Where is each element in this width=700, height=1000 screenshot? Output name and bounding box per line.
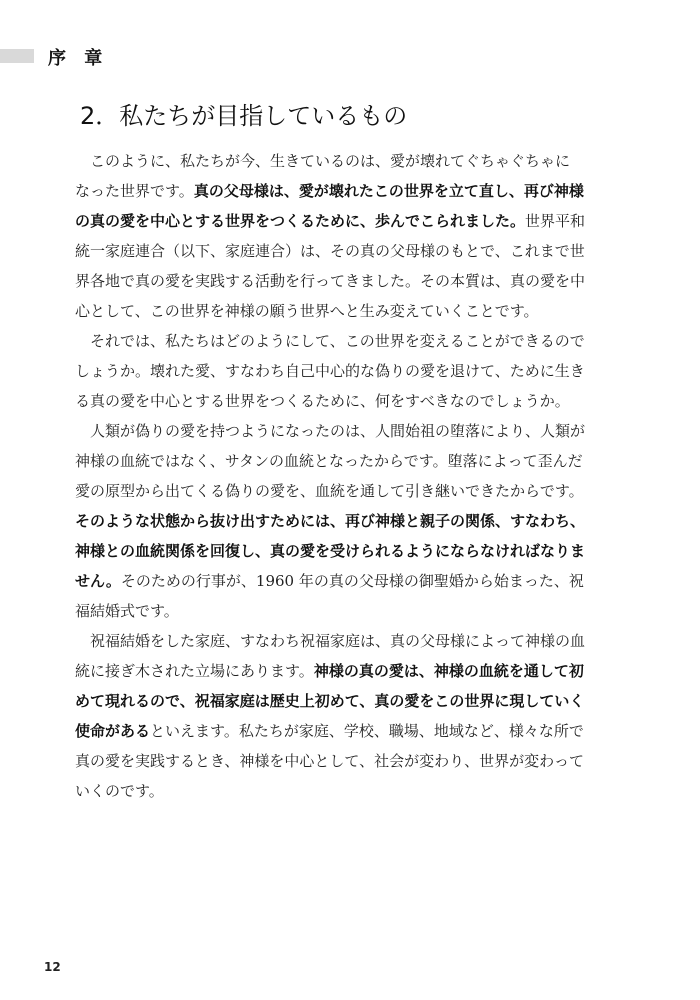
- text-segment: といえます。私たちが家庭、学校、職場、地域など、様々な所で: [150, 722, 584, 740]
- text-line: [75, 236, 621, 266]
- text-line: [75, 206, 621, 236]
- text-line: [75, 326, 621, 356]
- chapter-label: 序 章: [48, 48, 109, 69]
- emphasis-text: 使命がある: [75, 722, 151, 740]
- text-segment: 祝福結婚をした家庭、すなわち祝福家庭は、真の父母様によって神様の血: [75, 632, 586, 650]
- text-segment: 福結婚式です。: [75, 602, 179, 620]
- emphasis-text: めて現れるので、祝福家庭は歴史上初めて、真の愛をこの世界に現していく: [75, 692, 585, 710]
- body-text: [75, 146, 621, 806]
- text-segment: んだ: [552, 452, 583, 470]
- text-line: [75, 506, 621, 536]
- text-line: [75, 176, 621, 206]
- text-line: [75, 746, 621, 776]
- text-segment: 真の愛を実践するとき、神様を中心として、社会が変わり、世界が変わって: [75, 752, 584, 770]
- emphasis-text: 真の父母様は、愛が壊れたこの世界を立て直し、再び神様: [193, 182, 584, 200]
- text-line: [75, 686, 621, 716]
- text-segment: いくのです。: [75, 782, 164, 800]
- text-line: [75, 596, 621, 626]
- text-line: [75, 776, 621, 806]
- text-segment: それでは、私たちはどのようにして、この世界を変えることができるので: [75, 332, 585, 350]
- text-line: [75, 146, 621, 176]
- text-line: [75, 476, 621, 506]
- text-line: [75, 656, 621, 686]
- text-line: [75, 566, 621, 596]
- chapter-marker-bar: [0, 49, 34, 63]
- text-segment: る真の愛を中心とする世界をつくるために、何をすべきなのでしょうか。: [75, 392, 570, 410]
- text-segment: 愛の原型から出てくる偽りの愛を、血統を通して引き継いできたからです。: [75, 482, 584, 500]
- ruby-base: 歪: [537, 452, 553, 470]
- text-segment: 人類が偽りの愛を持つようになったのは、人間始祖の堕落により、人類が: [75, 422, 586, 440]
- page-number: 12: [44, 960, 61, 974]
- text-line: [75, 416, 621, 446]
- text-segment: 界各地で真の愛を実践する活動を行ってきました。その本質は、真の愛を中: [75, 272, 586, 290]
- text-segment: しょうか。壊れた愛、すなわち自己中心的な偽りの愛を退けて、ために生き: [75, 362, 585, 380]
- text-segment: 心として、この世界を神様の願う世界へと生み変えていくことです。: [75, 302, 539, 320]
- text-line: [75, 266, 621, 296]
- text-line: [75, 296, 621, 326]
- emphasis-text: 神様の真の愛は、神様の血統を通して初: [313, 662, 584, 680]
- text-segment: 統に接ぎ木された立場にあります。: [75, 662, 314, 680]
- text-line: [75, 536, 621, 566]
- text-segment: 統一家庭連合（以下、家庭連合）は、その真の父母様のもとで、これまで世: [75, 242, 585, 260]
- text-segment: このように、私たちが今、生きているのは、愛が壊れてぐちゃぐちゃに: [75, 152, 571, 170]
- text-line: [75, 626, 621, 656]
- section-title: 2．私たちが目指しているもの: [80, 102, 408, 130]
- text-segment: 神様の血統ではなく、サタンの血統となったからです。堕落によって: [75, 452, 538, 470]
- text-segment: そのための行事が、1960 年の真の父母様の御聖婚から始まった、祝: [120, 572, 584, 590]
- ruby-word: [538, 446, 553, 476]
- emphasis-text: せん。: [75, 572, 121, 590]
- text-segment: なった世界です。: [75, 182, 194, 200]
- text-line: [75, 386, 621, 416]
- emphasis-text: 神様との血統関係を回復し、真の愛を受けられるようにならなければなりま: [75, 542, 586, 560]
- text-line: [75, 356, 621, 386]
- text-line: [75, 446, 621, 476]
- emphasis-text: そのような状態から抜け出すためには、再び神様と親子の関係、すなわち、: [75, 512, 586, 530]
- text-line: [75, 716, 621, 746]
- emphasis-text: の真の愛を中心とする世界をつくるために、歩んでこられました。: [75, 212, 526, 230]
- text-segment: 世界平和: [525, 212, 586, 230]
